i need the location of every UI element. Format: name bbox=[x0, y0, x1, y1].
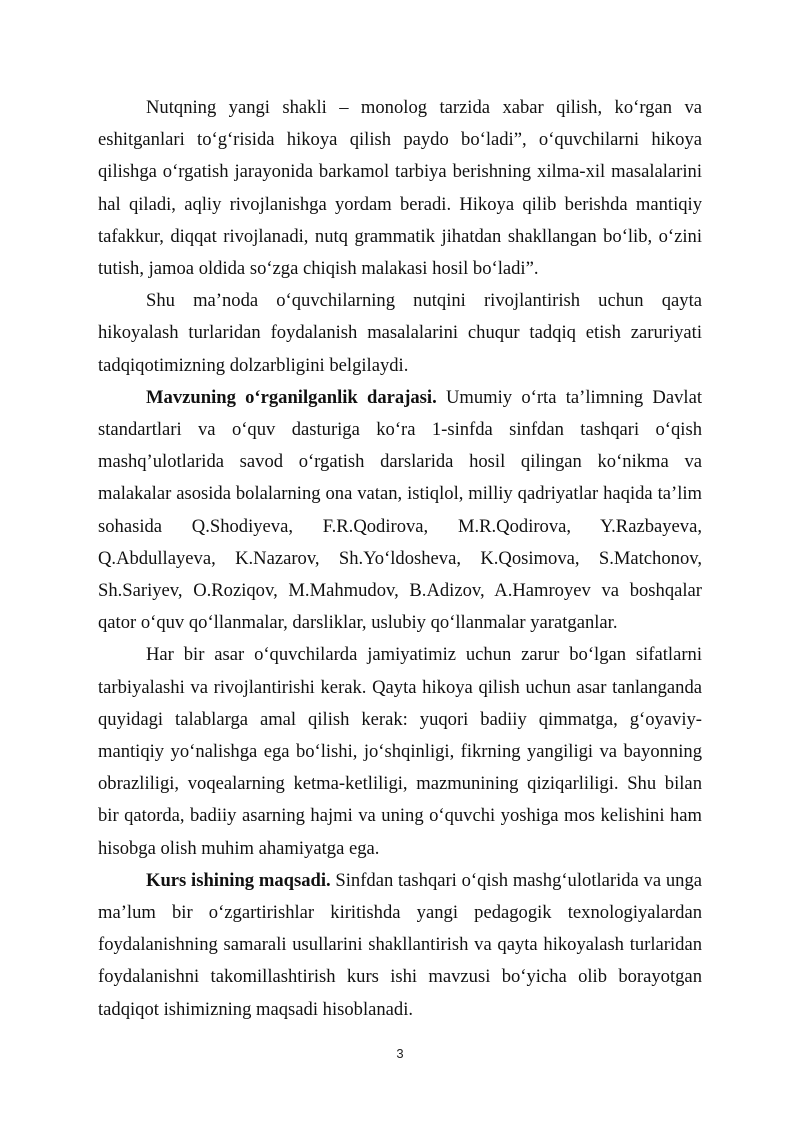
page-number: 3 bbox=[396, 1046, 404, 1061]
document-body bbox=[98, 92, 702, 1026]
paragraph-5 bbox=[98, 865, 702, 1026]
paragraph-4-text: Har bir asar o‘quvchilarda jamiyatimiz uchun zarur bo‘lgan sifatlarni tarbiyalashi va rivojlantirishi kerak. Qayta hikoya qilish uchun asar tanlanganda quyidagi talablarga amal qilish kerak: yuqori badiiy qimmatga, g‘oyaviy-mantiqiy yo‘nalishga ega bo‘lishi, jo‘shqinligi, fikrning yangiligi va bayonning obrazliligi, voqealarning ketma-ketliligi, mazmunining qiziqarliligi. Shu bilan bir qatorda, badiiy asarning hajmi va uning o‘quvchi yoshiga mos kelishini ham hisobga olish muhim ahamiyatga ega. bbox=[98, 644, 702, 859]
paragraph-3-text: Umumiy o‘rta ta’limning Davlat standartlari va o‘quv dasturiga ko‘ra 1-sinfda sinfdan tashqari o‘qish mashq’ulotlarida savod o‘rgatish darslarida hosil qilingan ko‘nikma va malakalar asosida bolalarning ona vatan, istiqlol, milliy qadriyatlar haqida ta’lim sohasida Q.Shodiyeva, F.R.Qodirova, M.R.Qodirova, Y.Razbayeva, Q.Abdullayeva, K.Nazarov, Sh.Yo‘ldosheva, K.Qosimova, S.Matchonov, Sh.Sariyev, O.Roziqov, M.Mahmudov, B.Adizov, A.Hamroyev va boshqalar qator o‘quv qo‘llanmalar, darsliklar, uslubiy qo‘llanmalar yaratganlar. bbox=[98, 386, 702, 634]
paragraph-2 bbox=[98, 285, 702, 382]
paragraph-4 bbox=[98, 639, 702, 864]
paragraph-3-lead: Mavzuning o‘rganilganlik darajasi. bbox=[146, 386, 437, 408]
paragraph-1 bbox=[98, 92, 702, 285]
paragraph-1-text: Nutqning yangi shakli – monolog tarzida xabar qilish, ko‘rgan va eshitganlari to‘g‘risida hikoya qilish paydo bo‘ladi”, o‘quvchilarni hikoya qilishga o‘rgatish jarayonida barkamol tarbiya berishning xilma-xil masalalarini hal qiladi, aqliy rivojlanishga yordam beradi. Hikoya qilib berishda mantiqiy tafakkur, diqqat rivojlanadi, nutq grammatik jihatdan shakllangan bo‘lib, o‘zini tutish, jamoa oldida so‘zga chiqish malakasi hosil bo‘ladi”. bbox=[98, 97, 702, 280]
paragraph-5-lead: Kurs ishining maqsadi. bbox=[146, 869, 331, 891]
paragraph-3 bbox=[98, 382, 702, 640]
paragraph-2-text: Shu ma’noda o‘quvchilarning nutqini rivojlantirish uchun qayta hikoyalash turlaridan foydalanish masalalarini chuqur tadqiq etish zaruriyati tadqiqotimizning dolzarbligini belgilaydi. bbox=[98, 290, 702, 376]
paragraph-5-text: Sinfdan tashqari o‘qish mashg‘ulotlarida va unga ma’lum bir o‘zgartirishlar kiritishda yangi pedagogik texnologiyalardan foydalanishning samarali usullarini shakllantirish va qayta hikoyalash turlaridan foydalanishni takomillashtirish kurs ishi mavzusi bo‘yicha olib borayotgan tadqiqot ishimizning maqsadi hisoblanadi. bbox=[98, 869, 702, 1020]
